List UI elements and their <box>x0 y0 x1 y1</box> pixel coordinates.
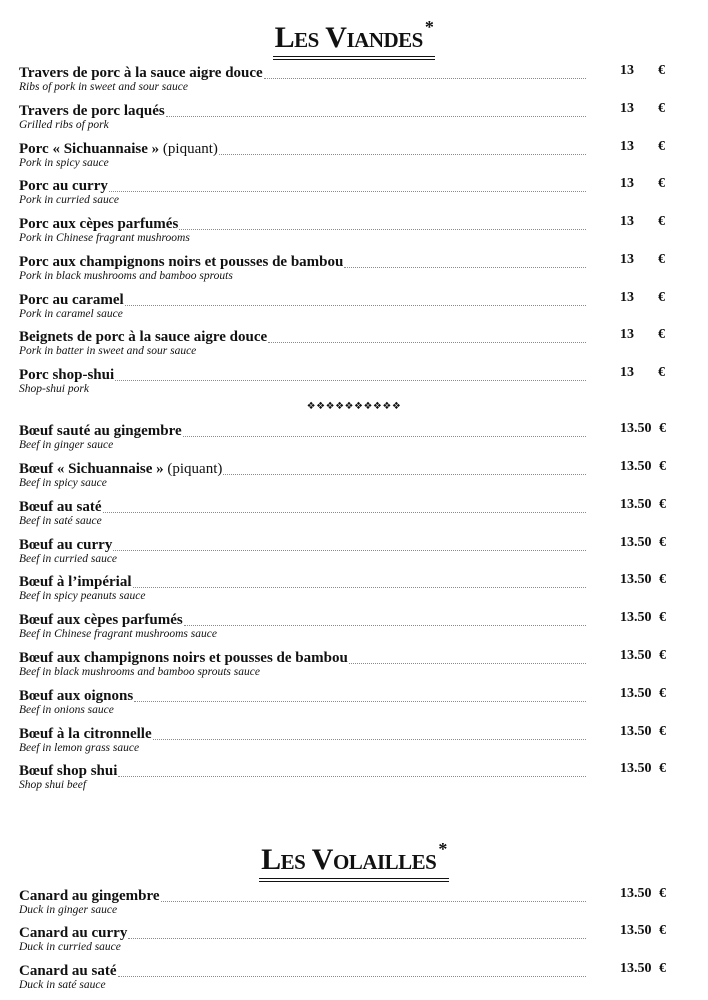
item-description: Shop-shui pork <box>19 383 89 395</box>
item-name: Beignets de porc à la sauce aigre douce <box>19 329 268 345</box>
item-description: Pork in batter in sweet and sour sauce <box>19 345 197 357</box>
item-name: Porc shop-shui <box>19 367 115 383</box>
currency-symbol: € <box>659 497 666 512</box>
item-description: Beef in ginger sauce <box>19 439 114 451</box>
menu-item <box>19 648 669 684</box>
item-price: 13.50 <box>620 886 652 901</box>
dotted-leader <box>184 625 586 626</box>
item-name: Porc « Sichuannaise » (piquant) <box>19 141 218 157</box>
item-price: 13 <box>620 63 634 78</box>
currency-symbol: € <box>659 923 666 938</box>
item-name: Porc aux champignons noirs et pousses de bambou <box>19 254 344 270</box>
item-description: Pork in black mushrooms and bamboo sprouts <box>19 270 233 282</box>
item-name: Bœuf à la citronnelle <box>19 726 152 742</box>
item-name: Bœuf au saté <box>19 499 102 515</box>
dotted-leader <box>179 229 586 230</box>
menu-item <box>19 176 669 212</box>
dotted-leader <box>134 701 586 702</box>
menu-item <box>19 886 669 922</box>
menu-item <box>19 610 669 646</box>
item-name: Travers de porc laqués <box>19 103 165 119</box>
item-price: 13.50 <box>620 961 652 976</box>
currency-symbol: € <box>659 961 666 976</box>
dotted-leader <box>118 776 586 777</box>
dotted-leader <box>133 587 587 588</box>
item-description: Duck in curried sauce <box>19 941 121 953</box>
menu-item <box>19 101 669 137</box>
currency-symbol: € <box>658 252 665 267</box>
item-price: 13 <box>620 176 634 191</box>
section-title-text: Les Volailles <box>261 843 437 876</box>
item-description: Beef in spicy peanuts sauce <box>19 590 146 602</box>
dotted-leader <box>223 474 586 475</box>
item-name: Bœuf à l’impérial <box>19 574 132 590</box>
currency-symbol: € <box>658 139 665 154</box>
asterisk-mark: * <box>424 17 434 37</box>
menu-item <box>19 63 669 99</box>
dotted-leader <box>219 154 586 155</box>
item-name: Porc au caramel <box>19 292 124 308</box>
menu-item <box>19 497 669 533</box>
dotted-leader <box>118 976 586 977</box>
item-name: Bœuf au curry <box>19 537 113 553</box>
item-description: Beef in onions sauce <box>19 704 114 716</box>
item-price: 13.50 <box>620 761 652 776</box>
item-description: Pork in caramel sauce <box>19 308 123 320</box>
item-price: 13 <box>620 101 634 116</box>
menu-item <box>19 761 669 797</box>
item-description: Pork in curried sauce <box>19 194 119 206</box>
dotted-leader <box>103 512 586 513</box>
item-name: Bœuf sauté au gingembre <box>19 423 182 439</box>
currency-symbol: € <box>659 610 666 625</box>
item-price: 13.50 <box>620 497 652 512</box>
currency-symbol: € <box>659 459 666 474</box>
section-title-text: Les Viandes <box>274 21 423 54</box>
menu-item <box>19 327 669 363</box>
section-title-viandes <box>0 10 708 60</box>
item-description: Shop shui beef <box>19 779 87 791</box>
item-description: Grilled ribs of pork <box>19 119 109 131</box>
item-price: 13.50 <box>620 535 652 550</box>
item-price: 13.50 <box>620 572 652 587</box>
currency-symbol: € <box>658 365 665 380</box>
menu-item <box>19 252 669 288</box>
item-name: Porc au curry <box>19 178 108 194</box>
item-price: 13 <box>620 139 634 154</box>
asterisk-mark: * <box>438 839 447 859</box>
menu-item <box>19 923 669 959</box>
menu-item <box>19 421 669 457</box>
item-description: Duck in ginger sauce <box>19 904 118 916</box>
item-name: Canard au curry <box>19 925 128 941</box>
item-price: 13.50 <box>620 686 652 701</box>
dotted-leader <box>166 116 586 117</box>
currency-symbol: € <box>659 535 666 550</box>
section-title-volailles <box>0 832 708 882</box>
menu-item <box>19 459 669 495</box>
item-name: Bœuf shop shui <box>19 763 118 779</box>
currency-symbol: € <box>659 761 666 776</box>
dotted-leader <box>183 436 586 437</box>
item-description: Beef in curried sauce <box>19 553 118 565</box>
dotted-leader <box>115 380 586 381</box>
item-name: Bœuf aux champignons noirs et pousses de bambou <box>19 650 348 666</box>
item-description: Duck in saté sauce <box>19 979 106 991</box>
dotted-leader <box>344 267 586 268</box>
item-price: 13 <box>620 290 634 305</box>
currency-symbol: € <box>659 886 666 901</box>
menu-item <box>19 961 669 997</box>
item-description: Beef in black mushrooms and bamboo sprouts sauce <box>19 666 260 678</box>
item-name: Bœuf « Sichuannaise » (piquant) <box>19 461 223 477</box>
dotted-leader <box>161 901 586 902</box>
item-description: Beef in lemon grass sauce <box>19 742 140 754</box>
currency-symbol: € <box>658 214 665 229</box>
currency-symbol: € <box>659 648 666 663</box>
currency-symbol: € <box>658 101 665 116</box>
item-price: 13.50 <box>620 648 652 663</box>
dotted-leader <box>109 191 586 192</box>
dotted-leader <box>128 938 586 939</box>
dotted-leader <box>153 739 586 740</box>
item-name: Bœuf aux cèpes parfumés <box>19 612 183 628</box>
currency-symbol: € <box>659 421 666 436</box>
currency-symbol: € <box>658 290 665 305</box>
item-description: Pork in spicy sauce <box>19 157 109 169</box>
item-description: Pork in Chinese fragrant mushrooms <box>19 232 190 244</box>
item-price: 13.50 <box>620 724 652 739</box>
item-description: Beef in spicy sauce <box>19 477 107 489</box>
currency-symbol: € <box>658 176 665 191</box>
item-name: Canard au saté <box>19 963 117 979</box>
item-name: Canard au gingembre <box>19 888 160 904</box>
item-price: 13.50 <box>620 459 652 474</box>
menu-item <box>19 365 669 401</box>
item-price: 13 <box>620 252 634 267</box>
item-name: Bœuf aux oignons <box>19 688 134 704</box>
item-price: 13.50 <box>620 610 652 625</box>
dotted-leader <box>349 663 586 664</box>
dotted-leader <box>268 342 586 343</box>
item-price: 13 <box>620 214 634 229</box>
diamond-separator: ❖❖❖❖❖❖❖❖❖❖ <box>306 401 402 412</box>
item-description: Ribs of pork in sweet and sour sauce <box>19 81 188 93</box>
item-description: Beef in Chinese fragrant mushrooms sauce <box>19 628 217 640</box>
dotted-leader <box>113 550 586 551</box>
currency-symbol: € <box>659 724 666 739</box>
item-description: Beef in saté sauce <box>19 515 102 527</box>
menu-item <box>19 139 669 175</box>
currency-symbol: € <box>658 327 665 342</box>
dotted-leader <box>264 78 586 79</box>
item-price: 13 <box>620 327 634 342</box>
menu-item <box>19 214 669 250</box>
menu-item <box>19 290 669 326</box>
menu-item <box>19 686 669 722</box>
currency-symbol: € <box>658 63 665 78</box>
item-name: Porc aux cèpes parfumés <box>19 216 179 232</box>
item-price: 13.50 <box>620 923 652 938</box>
menu-item <box>19 572 669 608</box>
currency-symbol: € <box>659 572 666 587</box>
menu-item <box>19 535 669 571</box>
item-price: 13.50 <box>620 421 652 436</box>
menu-item <box>19 724 669 760</box>
currency-symbol: € <box>659 686 666 701</box>
item-name: Travers de porc à la sauce aigre douce <box>19 65 263 81</box>
item-price: 13 <box>620 365 634 380</box>
dotted-leader <box>125 305 586 306</box>
